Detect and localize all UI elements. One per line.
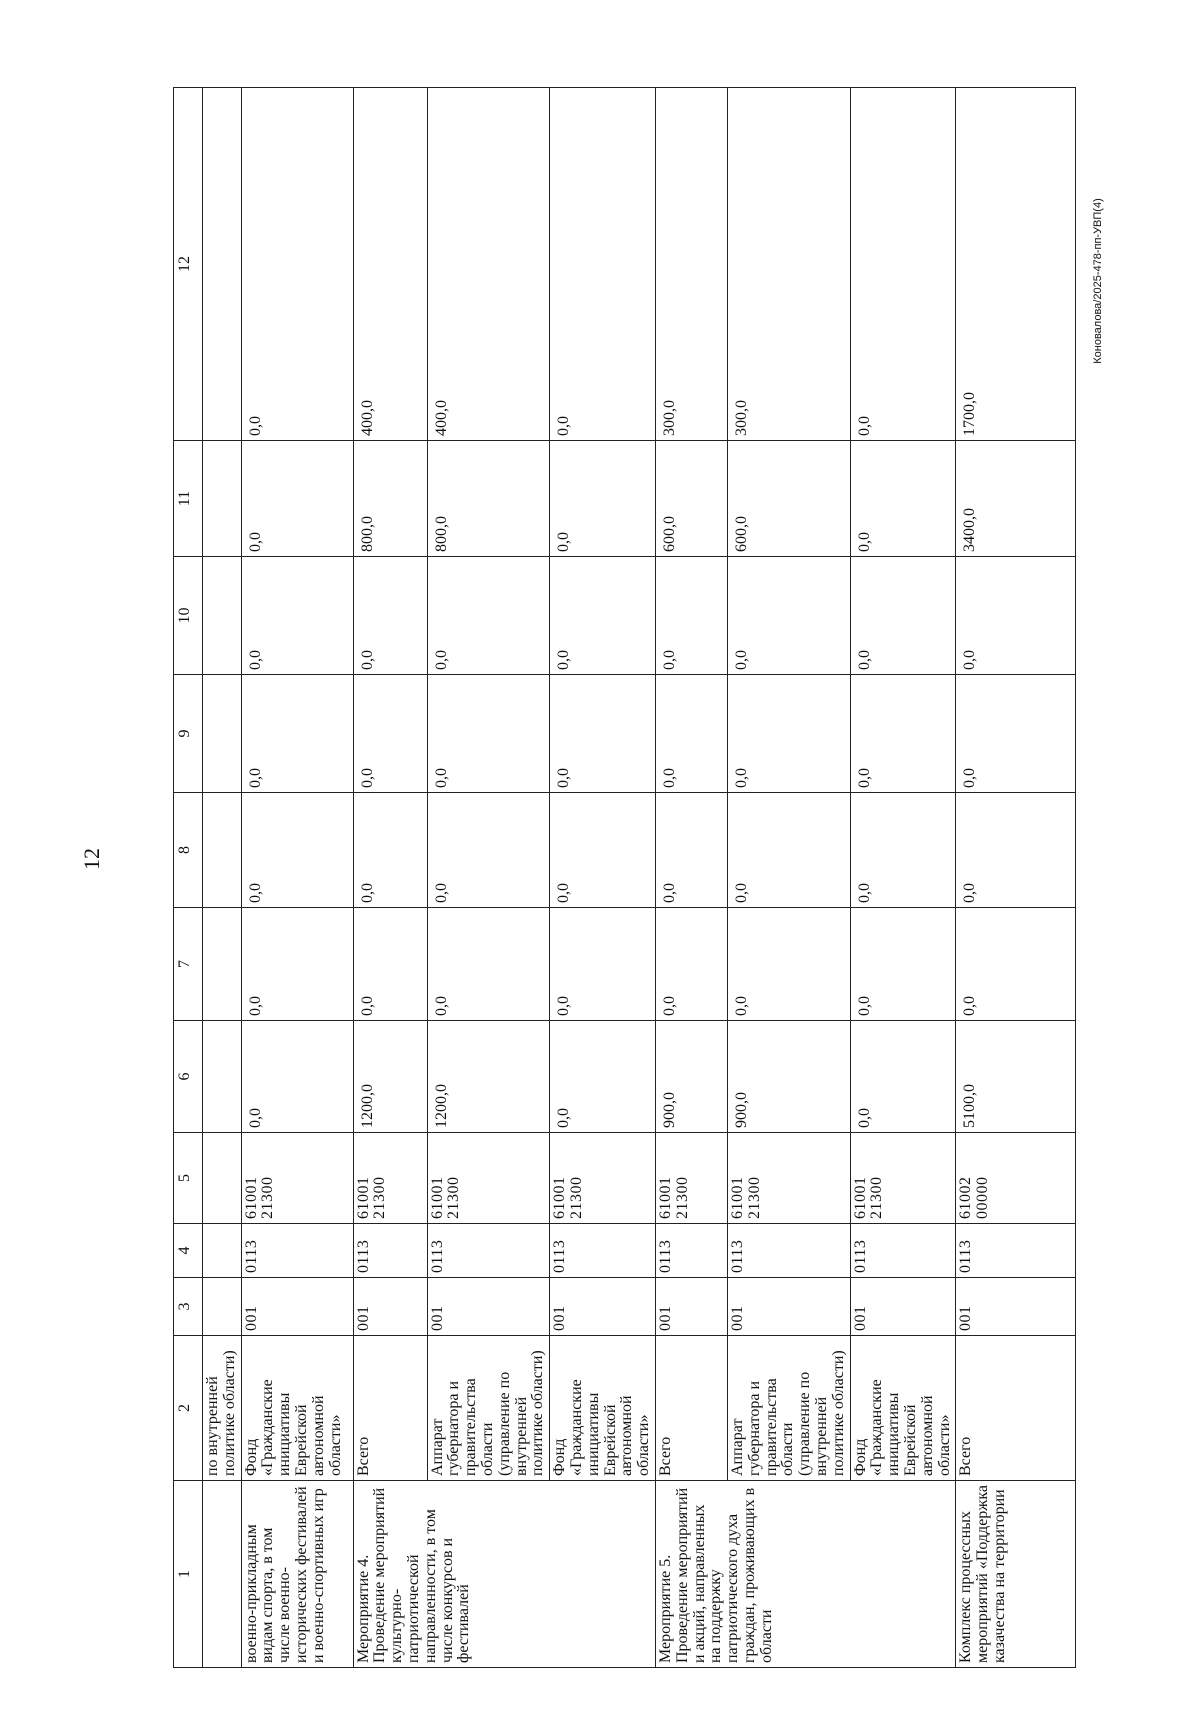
- amount-cell: 0,0: [241, 1021, 353, 1133]
- amount-cell: [203, 88, 242, 441]
- classification-cell: 0113: [241, 1224, 353, 1278]
- amount-cell: 0,0: [550, 441, 656, 557]
- document-code: [1078, 130, 1118, 460]
- classification-cell: 001: [550, 1278, 656, 1336]
- table-row: [353, 88, 427, 1668]
- amount-cell: 0,0: [550, 908, 656, 1021]
- classification-cell: 001: [241, 1278, 353, 1336]
- amount-cell: 0,0: [550, 1021, 656, 1133]
- amount-cell: 900,0: [655, 1021, 727, 1133]
- classification-cell: 0113: [427, 1224, 550, 1278]
- executor-cell: Всего: [956, 1336, 1076, 1481]
- amount-cell: 0,0: [550, 675, 656, 793]
- amount-cell: 0,0: [850, 908, 956, 1021]
- amount-cell: 800,0: [427, 441, 550, 557]
- amount-cell: 0,0: [850, 557, 956, 675]
- measure-name-cell: Мероприятие 4. Проведение мероприятий культурно-патриотической направленности, в том числе конкурсов и фестивалей: [353, 1481, 655, 1668]
- executor-cell: по внутренней политике области): [203, 1336, 242, 1481]
- code-cell: 61001 21300: [655, 1133, 727, 1224]
- amount-cell: [203, 675, 242, 793]
- amount-cell: 0,0: [427, 557, 550, 675]
- amount-cell: 0,0: [956, 557, 1076, 675]
- measure-name-cell: военно-прикладным видам спорта, в том числе военно-исторических фестивалей и военно-спортивных игр: [241, 1481, 353, 1668]
- column-number-1: 1: [174, 1481, 203, 1668]
- executor-cell: Аппарат губернатора и правительства области (управление по внутренней политике области): [727, 1336, 850, 1481]
- amount-cell: 0,0: [241, 441, 353, 557]
- amount-cell: 0,0: [727, 557, 850, 675]
- amount-cell: [203, 441, 242, 557]
- amount-cell: 0,0: [956, 793, 1076, 908]
- column-number-4: 4: [174, 1224, 203, 1278]
- amount-cell: 0,0: [655, 793, 727, 908]
- table-row: [203, 88, 242, 1668]
- code-cell: 61001 21300: [241, 1133, 353, 1224]
- budget-table-sheet: [173, 88, 1028, 1668]
- code-cell: 61001 21300: [850, 1133, 956, 1224]
- column-number-5: 5: [174, 1133, 203, 1224]
- column-number-12: 12: [174, 88, 203, 441]
- classification-cell: [203, 1278, 242, 1336]
- amount-cell: [203, 908, 242, 1021]
- amount-cell: 0,0: [353, 908, 427, 1021]
- amount-cell: 0,0: [850, 88, 956, 441]
- amount-cell: 300,0: [655, 88, 727, 441]
- amount-cell: 3400,0: [956, 441, 1076, 557]
- amount-cell: 0,0: [241, 557, 353, 675]
- amount-cell: 0,0: [241, 88, 353, 441]
- table-row: [655, 88, 727, 1668]
- amount-cell: 0,0: [850, 441, 956, 557]
- classification-cell: 001: [427, 1278, 550, 1336]
- amount-cell: 0,0: [353, 557, 427, 675]
- classification-cell: 001: [353, 1278, 427, 1336]
- code-cell: 61002 00000: [956, 1133, 1076, 1224]
- column-number-8: 8: [174, 793, 203, 908]
- code-cell: 61001 21300: [550, 1133, 656, 1224]
- amount-cell: 0,0: [427, 908, 550, 1021]
- executor-cell: Фонд «Гражданские инициативы Еврейской автономной области»: [241, 1336, 353, 1481]
- column-number-11: 11: [174, 441, 203, 557]
- amount-cell: 1700,0: [956, 88, 1076, 441]
- executor-cell: Всего: [655, 1336, 727, 1481]
- classification-cell: 0113: [956, 1224, 1076, 1278]
- table-row: [956, 88, 1076, 1668]
- table-row: [427, 88, 550, 1668]
- classification-cell: 001: [850, 1278, 956, 1336]
- amount-cell: 0,0: [427, 675, 550, 793]
- amount-cell: 300,0: [727, 88, 850, 441]
- classification-cell: [203, 1224, 242, 1278]
- table-row: [850, 88, 956, 1668]
- amount-cell: [203, 1021, 242, 1133]
- table-row: [550, 88, 656, 1668]
- amount-cell: 0,0: [727, 793, 850, 908]
- classification-cell: 0113: [550, 1224, 656, 1278]
- column-number-7: 7: [174, 908, 203, 1021]
- measure-name-cell: Мероприятие 5. Проведение мероприятий и акций, направленных на поддержку патриотического духа граждан, проживающих в области: [655, 1481, 955, 1668]
- classification-cell: 001: [655, 1278, 727, 1336]
- amount-cell: 600,0: [727, 441, 850, 557]
- amount-cell: 1200,0: [427, 1021, 550, 1133]
- budget-table: [173, 87, 1076, 1668]
- document-code-text: Коновалова/2025-478-пп-УВП(4): [1092, 198, 1104, 364]
- amount-cell: 0,0: [241, 675, 353, 793]
- amount-cell: 0,0: [241, 793, 353, 908]
- amount-cell: 0,0: [550, 793, 656, 908]
- amount-cell: 0,0: [727, 908, 850, 1021]
- amount-cell: 0,0: [655, 557, 727, 675]
- amount-cell: 0,0: [550, 557, 656, 675]
- column-number-3: 3: [174, 1278, 203, 1336]
- amount-cell: [203, 557, 242, 675]
- table-row: [241, 88, 353, 1668]
- executor-cell: Фонд «Гражданские инициативы Еврейской автономной области»: [850, 1336, 956, 1481]
- amount-cell: [203, 793, 242, 908]
- amount-cell: 0,0: [427, 793, 550, 908]
- column-number-9: 9: [174, 675, 203, 793]
- code-cell: 61001 21300: [727, 1133, 850, 1224]
- amount-cell: 0,0: [655, 675, 727, 793]
- measure-name-cell: Комплекс процессных мероприятий «Поддержка казачества на территории: [956, 1481, 1076, 1668]
- executor-cell: Фонд «Гражданские инициативы Еврейской автономной области»: [550, 1336, 656, 1481]
- amount-cell: 400,0: [353, 88, 427, 441]
- measure-name-cell: [203, 1481, 242, 1668]
- table-row: [727, 88, 850, 1668]
- amount-cell: 0,0: [850, 675, 956, 793]
- classification-cell: 0113: [353, 1224, 427, 1278]
- code-cell: [203, 1133, 242, 1224]
- amount-cell: 0,0: [850, 793, 956, 908]
- amount-cell: 0,0: [550, 88, 656, 441]
- amount-cell: 600,0: [655, 441, 727, 557]
- code-cell: 61001 21300: [353, 1133, 427, 1224]
- amount-cell: 0,0: [727, 675, 850, 793]
- classification-cell: 0113: [727, 1224, 850, 1278]
- amount-cell: 0,0: [850, 1021, 956, 1133]
- classification-cell: 0113: [850, 1224, 956, 1278]
- executor-cell: Всего: [353, 1336, 427, 1481]
- amount-cell: 0,0: [353, 793, 427, 908]
- classification-cell: 001: [956, 1278, 1076, 1336]
- amount-cell: 900,0: [727, 1021, 850, 1133]
- amount-cell: 1200,0: [353, 1021, 427, 1133]
- column-number-10: 10: [174, 557, 203, 675]
- amount-cell: 0,0: [956, 908, 1076, 1021]
- amount-cell: 800,0: [353, 441, 427, 557]
- page-number: 12: [79, 848, 104, 870]
- column-number-6: 6: [174, 1021, 203, 1133]
- amount-cell: 400,0: [427, 88, 550, 441]
- amount-cell: 0,0: [956, 675, 1076, 793]
- amount-cell: 5100,0: [956, 1021, 1076, 1133]
- column-number-2: 2: [174, 1336, 203, 1481]
- amount-cell: 0,0: [655, 908, 727, 1021]
- classification-cell: 001: [727, 1278, 850, 1336]
- amount-cell: 0,0: [241, 908, 353, 1021]
- executor-cell: Аппарат губернатора и правительства области (управление по внутренней политике области): [427, 1336, 550, 1481]
- column-number-row: [174, 88, 203, 1668]
- classification-cell: 0113: [655, 1224, 727, 1278]
- code-cell: 61001 21300: [427, 1133, 550, 1224]
- amount-cell: 0,0: [353, 675, 427, 793]
